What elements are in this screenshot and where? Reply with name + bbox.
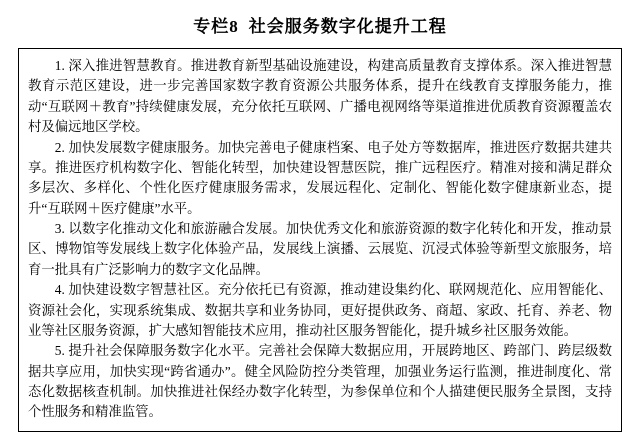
paragraph: 3. 以数字化推动文化和旅游融合发展。加快优秀文化和旅游资源的数字化转化和开发，推动景区、博物馆等发展线上数字化体验产品，发展线上演播、云展览、沉浸式体验等新型文旅服务，培育一批具有广泛影响力的数字文化品牌。 <box>28 221 612 277</box>
title-number: 8 <box>229 17 239 36</box>
content-box <box>18 48 622 432</box>
title-name: 社会服务数字化提升工程 <box>248 17 447 36</box>
page-title <box>18 16 622 38</box>
paragraph: 2. 加快发展数字健康服务。加快完善电子健康档案、电子处方等数据库，推进医疗数据共建共享。推进医疗机构数字化、智能化转型，加快建设智慧医院，推广远程医疗。精准对接和满足群众多层次、多样化、个性化医疗健康服务需求，发展远程化、定制化、智能化数字健康新业态，提升“互联网＋医疗健康”水平。 <box>28 139 612 216</box>
paragraph: 5. 提升社会保障服务数字化水平。完善社会保障大数据应用，开展跨地区、跨部门、跨层级数据共享应用，加快实现“跨省通办”。健全风险防控分类管理，加强业务运行监测，推进制度化、常态化数据核查机制。加快推进社保经办数字化转型，为参保单位和个人描建便民服务全景图，支持个性服务和精准监管。 <box>28 343 612 420</box>
paragraph: 4. 加快建设数字智慧社区。充分依托已有资源，推动建设集约化、联网规范化、应用智能化、资源社会化，实现系统集成、数据共享和业务协同，更好提供政务、商超、家政、托育、养老、物业等社区服务资源，扩大感知智能技术应用，推动社区服务智能化，提升城乡社区服务效能。 <box>28 282 612 338</box>
title-label: 专栏 <box>193 17 230 36</box>
paragraph: 1. 深入推进智慧教育。推进教育新型基础设施建设，构建高质量教育支撑体系。深入推进智慧教育示范区建设，进一步完善国家数字教育资源公共服务体系，提升在线教育支撑服务能力，推动“互联网＋教育”持续健康发展，充分依托互联网、广播电视网络等渠道推进优质教育资源覆盖农村及偏远地区学校。 <box>28 58 612 135</box>
